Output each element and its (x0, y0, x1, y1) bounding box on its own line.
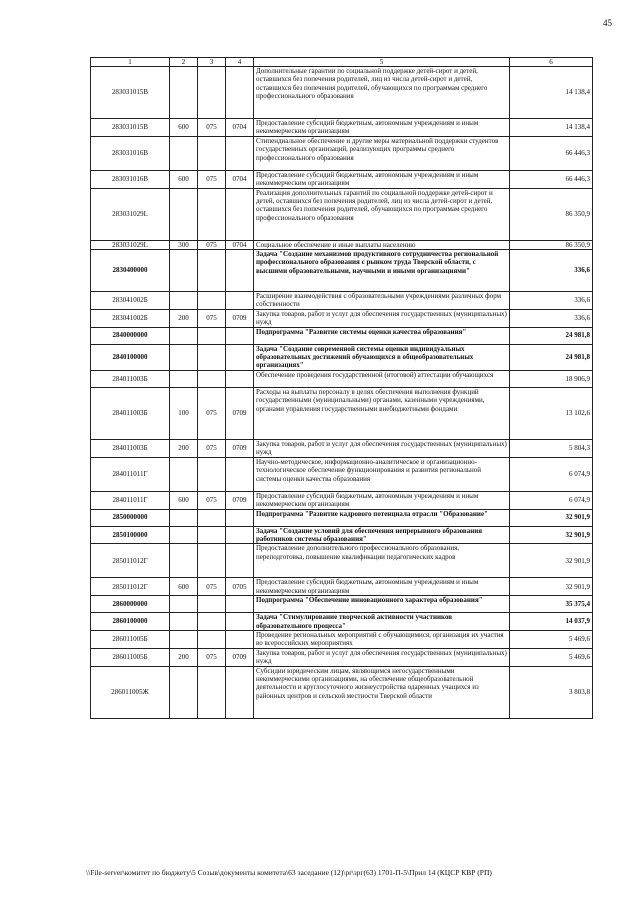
row-code: 283031015В (91, 119, 170, 137)
row-description: Предоставление субсидий бюджетным, автономным учреждениям и иным некоммерческим организациям (254, 578, 510, 596)
row-code: 2840100000 (91, 344, 170, 370)
row-col-2: 200 (170, 648, 198, 666)
row-col-2 (170, 630, 198, 648)
row-amount: 6 074,9 (510, 457, 593, 491)
table-row (91, 544, 593, 578)
row-amount: 5 469,6 (510, 630, 593, 648)
row-col-4 (226, 67, 254, 119)
row-col-3 (198, 344, 226, 370)
row-code: 2860100000 (91, 613, 170, 631)
row-description: Расширение взаимодействия с образовательными учреждениями различных форм собственности (254, 292, 510, 310)
table-row (91, 439, 593, 457)
row-col-2: 100 (170, 387, 198, 439)
row-amount: 32 901,9 (510, 509, 593, 526)
row-description: Реализация дополнительных гарантий по социальной поддержке детей-сирот и детей, оставшихся без попечения родителей, лиц из числа детей-сирот и детей, оставшихся без попечения родителей, обучающихся по программам среднего профессионального образования (254, 188, 510, 240)
row-col-3 (198, 327, 226, 344)
row-code: 283031016В (91, 136, 170, 170)
table-row (91, 370, 593, 387)
row-amount: 14 037,9 (510, 613, 593, 631)
row-col-3 (198, 526, 226, 544)
row-code: 284011003Б (91, 370, 170, 387)
row-col-3 (198, 188, 226, 240)
row-col-4 (226, 344, 254, 370)
row-col-2 (170, 327, 198, 344)
row-description: Проведение региональных мероприятий с обучающимися, организация их участия во всероссийских мероприятиях (254, 630, 510, 648)
row-amount: 35 375,4 (510, 596, 593, 613)
header-col-5: 5 (254, 58, 510, 67)
table-header-row (91, 58, 593, 67)
row-col-4: 0709 (226, 648, 254, 666)
row-col-2 (170, 509, 198, 526)
row-col-2 (170, 136, 198, 170)
page-number: 45 (603, 18, 612, 28)
row-code: 283031029L (91, 240, 170, 249)
row-col-4: 0704 (226, 119, 254, 137)
table-row (91, 309, 593, 327)
row-col-3: 075 (198, 387, 226, 439)
row-amount: 32 901,9 (510, 578, 593, 596)
row-col-4 (226, 292, 254, 310)
row-amount: 86 350,9 (510, 240, 593, 249)
header-col-2: 2 (170, 58, 198, 67)
table-row (91, 666, 593, 718)
row-description: Предоставление субсидий бюджетным, автономным учреждениям и иным некоммерческим организациям (254, 170, 510, 188)
row-col-4 (226, 544, 254, 578)
table-row (91, 613, 593, 631)
row-code: 2840000000 (91, 327, 170, 344)
row-col-4 (226, 596, 254, 613)
row-amount: 13 102,6 (510, 387, 593, 439)
table-row (91, 648, 593, 666)
row-description: Подпрограмма "Развитие системы оценки качества образования" (254, 327, 510, 344)
row-col-4: 0704 (226, 240, 254, 249)
row-code: 284011003Б (91, 387, 170, 439)
row-col-3: 075 (198, 119, 226, 137)
table-row (91, 387, 593, 439)
table-row (91, 240, 593, 249)
budget-table (90, 57, 593, 719)
row-col-2 (170, 457, 198, 491)
row-code: 283031016В (91, 170, 170, 188)
row-code: 2860000000 (91, 596, 170, 613)
row-amount: 86 350,9 (510, 188, 593, 240)
table-row (91, 292, 593, 310)
row-col-4 (226, 666, 254, 718)
row-col-4 (226, 250, 254, 292)
row-col-3 (198, 509, 226, 526)
header-col-3: 3 (198, 58, 226, 67)
row-col-2: 300 (170, 240, 198, 249)
row-col-3 (198, 613, 226, 631)
row-code: 2830400000 (91, 250, 170, 292)
row-col-4: 0704 (226, 170, 254, 188)
row-col-4 (226, 370, 254, 387)
row-col-4 (226, 188, 254, 240)
table-row (91, 457, 593, 491)
table-row (91, 578, 593, 596)
row-description: Дополнительные гарантии по социальной поддержке детей-сирот и детей, оставшихся без попечения родителей, лиц из числа детей-сирот и детей, оставшихся без попечения родителей, обучающихся по программам среднего профессионального образования (254, 67, 510, 119)
table-row (91, 596, 593, 613)
table-row (91, 491, 593, 509)
row-col-4: 0709 (226, 439, 254, 457)
row-col-3 (198, 457, 226, 491)
row-code: 2850000000 (91, 509, 170, 526)
row-col-3: 075 (198, 491, 226, 509)
row-amount: 24 981,8 (510, 344, 593, 370)
row-col-4 (226, 613, 254, 631)
row-code: 286011005Ж (91, 666, 170, 718)
row-code: 2850100000 (91, 526, 170, 544)
row-amount: 6 074,9 (510, 491, 593, 509)
row-col-2 (170, 370, 198, 387)
row-col-2: 200 (170, 309, 198, 327)
row-code: 285011012Г (91, 578, 170, 596)
row-amount: 336,6 (510, 292, 593, 310)
row-col-4: 0705 (226, 578, 254, 596)
row-description: Расходы на выплаты персоналу в целях обеспечения выполнения функций государственными (муниципальными) органами, казенными учреждениями, органами управления государственными внебюджетными фондами (254, 387, 510, 439)
row-amount: 32 901,9 (510, 526, 593, 544)
row-col-3: 075 (198, 648, 226, 666)
row-col-2 (170, 292, 198, 310)
row-col-4 (226, 327, 254, 344)
row-col-2 (170, 666, 198, 718)
row-col-3: 075 (198, 170, 226, 188)
row-col-3 (198, 370, 226, 387)
row-col-4: 0709 (226, 387, 254, 439)
file-path-footer: \\File-server\комитет по бюджету\5 Созыв\документы комитета\63 заседание (12)\pr\зрг(63) 1701-П-5\Прил 14 (КЦСР КВР (РП) (86, 868, 492, 877)
row-description: Предоставление дополнительного профессионального образования, переподготовка, повышение квалификации педагогических кадров (254, 544, 510, 578)
row-code: 285011012Г (91, 544, 170, 578)
table-row (91, 250, 593, 292)
row-description: Подпрограмма "Развитие кадрового потенциала отрасли "Образование" (254, 509, 510, 526)
row-col-2 (170, 613, 198, 631)
table-row (91, 119, 593, 137)
row-col-3: 075 (198, 578, 226, 596)
row-amount: 24 981,8 (510, 327, 593, 344)
row-col-3: 075 (198, 240, 226, 249)
row-col-4 (226, 457, 254, 491)
row-col-2: 600 (170, 119, 198, 137)
row-description: Задача "Стимулирование творческой активности участников образовательного процесса" (254, 613, 510, 631)
row-col-2 (170, 67, 198, 119)
row-amount: 66 446,3 (510, 136, 593, 170)
row-col-3 (198, 666, 226, 718)
row-col-3: 075 (198, 309, 226, 327)
row-col-2 (170, 250, 198, 292)
row-code: 283031029L (91, 188, 170, 240)
row-description: Обеспечение проведения государственной (итоговой) аттестации обучающихся (254, 370, 510, 387)
row-description: Задача "Создание условий для обеспечения непрерывного образования работников системы образования" (254, 526, 510, 544)
row-col-2: 600 (170, 170, 198, 188)
table-row (91, 630, 593, 648)
row-amount: 14 138,4 (510, 119, 593, 137)
row-amount: 5 804,3 (510, 439, 593, 457)
row-description: Предоставление субсидий бюджетным, автономным учреждениям и иным некоммерческим организациям (254, 491, 510, 509)
row-col-2: 200 (170, 439, 198, 457)
row-col-3: 075 (198, 439, 226, 457)
table-row (91, 188, 593, 240)
row-code: 283041002Б (91, 309, 170, 327)
row-col-4 (226, 509, 254, 526)
row-col-3 (198, 292, 226, 310)
row-col-2 (170, 344, 198, 370)
row-description: Предоставление субсидий бюджетным, автономным учреждениям и иным некоммерческим организациям (254, 119, 510, 137)
header-col-4: 4 (226, 58, 254, 67)
table-row (91, 526, 593, 544)
row-col-3 (198, 630, 226, 648)
row-description: Закупка товаров, работ и услуг для обеспечения государственных (муниципальных) нужд (254, 309, 510, 327)
table-row (91, 327, 593, 344)
row-col-4: 0709 (226, 491, 254, 509)
row-col-3 (198, 250, 226, 292)
row-description: Стипендиальное обеспечение и другие меры материальной поддержки студентов государственных организаций, реализующих программы среднего профессионального образования (254, 136, 510, 170)
header-col-6: 6 (510, 58, 593, 67)
row-description: Закупка товаров, работ и услуг для обеспечения государственных (муниципальных) нужд (254, 648, 510, 666)
row-col-4 (226, 526, 254, 544)
row-col-4 (226, 630, 254, 648)
row-code: 286011005Б (91, 648, 170, 666)
row-description: Субсидии юридическим лицам, являющимся негосударственными некоммерческими организациями, на обеспечение общеобразовательной деятельности и круглосуточного жизнеустройства одаренных учащихся из районных центров и сельской местности Тверской области (254, 666, 510, 718)
row-col-4 (226, 136, 254, 170)
row-code: 283041002Б (91, 292, 170, 310)
row-amount: 3 803,8 (510, 666, 593, 718)
row-amount: 32 901,9 (510, 544, 593, 578)
row-col-3 (198, 67, 226, 119)
row-col-3 (198, 136, 226, 170)
table-row (91, 509, 593, 526)
row-description: Задача "Создание современной системы оценки индивидуальных образовательных достижений обучающихся в общеобразовательных организациях" (254, 344, 510, 370)
table-row (91, 170, 593, 188)
row-description: Подпрограмма "Обеспечение инновационного характера образования" (254, 596, 510, 613)
row-col-2 (170, 596, 198, 613)
row-amount: 336,6 (510, 250, 593, 292)
row-col-3 (198, 544, 226, 578)
row-description: Научно-методическое, информационно-аналитическое и организационно-технологическое обеспечение функционирования и развития региональной системы оценки качества образования (254, 457, 510, 491)
row-description: Задача "Создание механизмов продуктивного сотрудничества региональной профессионального образования с рынком труда Тверской области, с высшими образовательными, научными и иными организациями" (254, 250, 510, 292)
row-code: 284011003Б (91, 439, 170, 457)
table-row (91, 344, 593, 370)
row-col-2 (170, 526, 198, 544)
row-description: Социальное обеспечение и иные выплаты населению (254, 240, 510, 249)
row-col-2: 600 (170, 491, 198, 509)
header-col-1: 1 (91, 58, 170, 67)
table-row (91, 67, 593, 119)
table-row (91, 136, 593, 170)
row-amount: 336,6 (510, 309, 593, 327)
row-col-3 (198, 596, 226, 613)
row-amount: 5 469,6 (510, 648, 593, 666)
row-code: 284011011Г (91, 491, 170, 509)
row-amount: 18 906,9 (510, 370, 593, 387)
row-description: Закупка товаров, работ и услуг для обеспечения государственных (муниципальных) нужд (254, 439, 510, 457)
row-code: 286011005Б (91, 630, 170, 648)
row-col-2: 600 (170, 578, 198, 596)
row-amount: 66 446,3 (510, 170, 593, 188)
row-amount: 14 138,4 (510, 67, 593, 119)
row-col-2 (170, 544, 198, 578)
row-col-4: 0709 (226, 309, 254, 327)
row-code: 283031015В (91, 67, 170, 119)
row-code: 284011011Г (91, 457, 170, 491)
row-col-2 (170, 188, 198, 240)
